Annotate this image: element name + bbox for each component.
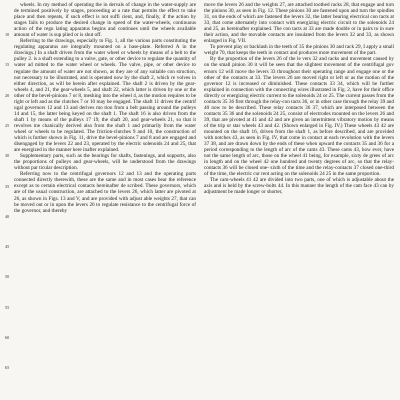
line-number: 40 xyxy=(5,214,10,219)
line-number: 55 xyxy=(5,305,10,310)
paragraph: Referring now to the centrifugal governors 12 and 13 and the operating parts connected directly therewith, these are the same and in most cases bear the reference except as to certain electrical contacts hereinafter de scribed. These governors, which are of the usual construction, are attached to the levers 26, which latter are pivoted at 26, as shown in Figs. 13 and V, and are provided with adjust able weights 27, that can be moved out or in upon the levers 26 to regulate resistance to the centrifugal force of the governor, and thereby xyxy=(14,171,196,214)
left-column xyxy=(6,2,196,398)
paragraph: wheels. In my method of operating the in dervals of change in the water-supply are de termined positively by stages, proceeding at a rate that permits the effect to take place and then repeats, if such effect is not suffi cient, and, finally, if the action by stages fails to produce the desired change in speed of the water-wheels, continuous action of the regu lating apparatus begins and continues until the wheels available amount of water is sup plied or is shut off. xyxy=(14,2,196,39)
line-number: 50 xyxy=(5,274,10,279)
paragraph: To prevent play or backlash in the teeth of 35 the pinions 30 and rack 29, I apply a small weight 70, that keeps the teeth in contact and produces more movement of the part. xyxy=(204,44,394,57)
line-number: 10 xyxy=(5,32,10,37)
line-number: 30 xyxy=(5,153,10,158)
paragraph: move the levers 26 and the weights 27, are attached toothed racks 28, that engage and turn the pinions 30, as seen in Fig. 12. These pinions 30 are fastened upon and turn the spindles 31, on the ends of which are fastened the levers 32, the latter bearing electrical con tacts at 33, that come alternately into contact with energizing electric circuit to the solenoids 24 and 25, as hereinafter explained. The con tacts at 33 are made double or in pairs to in sure their action, and the movable contacts are insulated from the levers 32 and 33, as shown enlarged in Fig. VII. xyxy=(204,2,394,45)
line-number: 45 xyxy=(5,244,10,249)
line-number: 65 xyxy=(5,365,10,370)
line-number: 20 xyxy=(5,93,10,98)
line-number: 25 xyxy=(5,123,10,128)
right-column xyxy=(204,2,394,398)
paragraph: The cam-wheels 41 42 are divided into two parts, one of which is adjustable about the axis and is held by the screw-bolts 44. In this manner the length of the cam face 43 can by adjustment be made longer or shorter, xyxy=(204,177,394,196)
line-number: 15 xyxy=(5,62,10,67)
paragraph: Referring to the drawings, especially to Fig. 1, all the various parts constituting the regulating apparatus are integrally mounted on a base-plate. Referred A in the drawings.) In a shaft driven from the water wheel or wheels by means of a belt to the pulley 2. is a shaft extending to a valve, gate, or other device to regulate the quantity of water ad mitted to the water wheel or wheels. The valve, pipe, or other device to regulate the amount of water are not shown, as they are of any suitable con struction, not necessary to be illustrated, and is operated now by the shaft 2, which re volves in either direction, as will be herein after explained. The shaft 2 is driven by the gear-wheels 4, and 21, the gear-wheels 5, and shaft 22, which latter is driven by one or the other of the bevel-pinions 7 or 8, meshing into the wheel 4, as the motion requires to be right or left and as the clutches 7 or 10 may be engaged. The shaft 11 drives the centrif ugal governors 12 and 13 and derives mo tion from a belt passing around the pulleys 14 and 15, the latter being keyed on the shaft 1. The shaft 16 is also driven from the shaft 1 by means of the pulleys 17 19, the shaft 20, and gear-wheels 21, so that it revolves me chanically derived also from the shaft 1 and primarily from the water wheel or wheels to be regulated. The friction-clutches 9 and 10, the construction of which is further shown in Fig. 11, drive the bevel-pinions 7 and 8 and are engaged and disengaged by the levers 22 and 23, operated by the electric solenoids 24 and 25, that are energized in the manner here inafter explained. xyxy=(14,38,196,154)
line-number: 35 xyxy=(5,184,10,189)
paragraph: Supplementary parts, such as the bearings for shafts, fastenings, and supports, also the proportions of pulleys and gear-wheels, will be understood from the drawings without par ticular description. xyxy=(14,153,196,172)
line-number: 60 xyxy=(5,335,10,340)
paragraph: By the proportion of the levers 26 of the le vers 32 and racks and movement caused by on the small pinion 30 it will be seen that the slightest movement of the centrifugal gov ernors 12 will move the levers 33 throughout their operating range and engage one or the other of the contacts at 33. The levers 26 are moved right or left or as the motion of the governor 12 is increased or diminished. These contacts 33 34, which will be further explained in connection with the connecting wires illustrated in Fig. 2, have for their office directly or energizing electric current to the solenoids 24 or 25. The current passes from the contacts 35 36 first through the relay-con tacts 36, or in other case through the relay 39 and 40 now to be described. These relay contacts 36 37, which are interposed between the contacts 35 36 and the solenoids 24 25, consist of electrodes mounted on the levers 26 and 39, that are pivoted at 41 and 42 and are given an intermittent vibratory motion by means of the trip or star wheels 43 and 42. (Shown enlarged in Fig. IV.) These wheels 43 42 are mounted on the shaft 16, driven from the shaft 1, as before described, and are provided with notches 43, as seen in Fig. IV, that come in contact at each revolution with the levers 37 38, and are drawn down by the ends of these when upward the contacts 35 and 36 for a period corresponding to the length of arc of the cams 43. These cams 43, how ever, have not the same length of arc, those on the wheel 41 being, for example, sixty de grees of arc in length and on the wheel 42 one hundred and twenty degrees of arc, so that the relay-contacts 36 will be closed one- sixth of the time and the relay-contacts 37 closed one-third of the time, the electric cur rent acting on the solenoids 24 25 in the same proportion. xyxy=(204,56,394,178)
